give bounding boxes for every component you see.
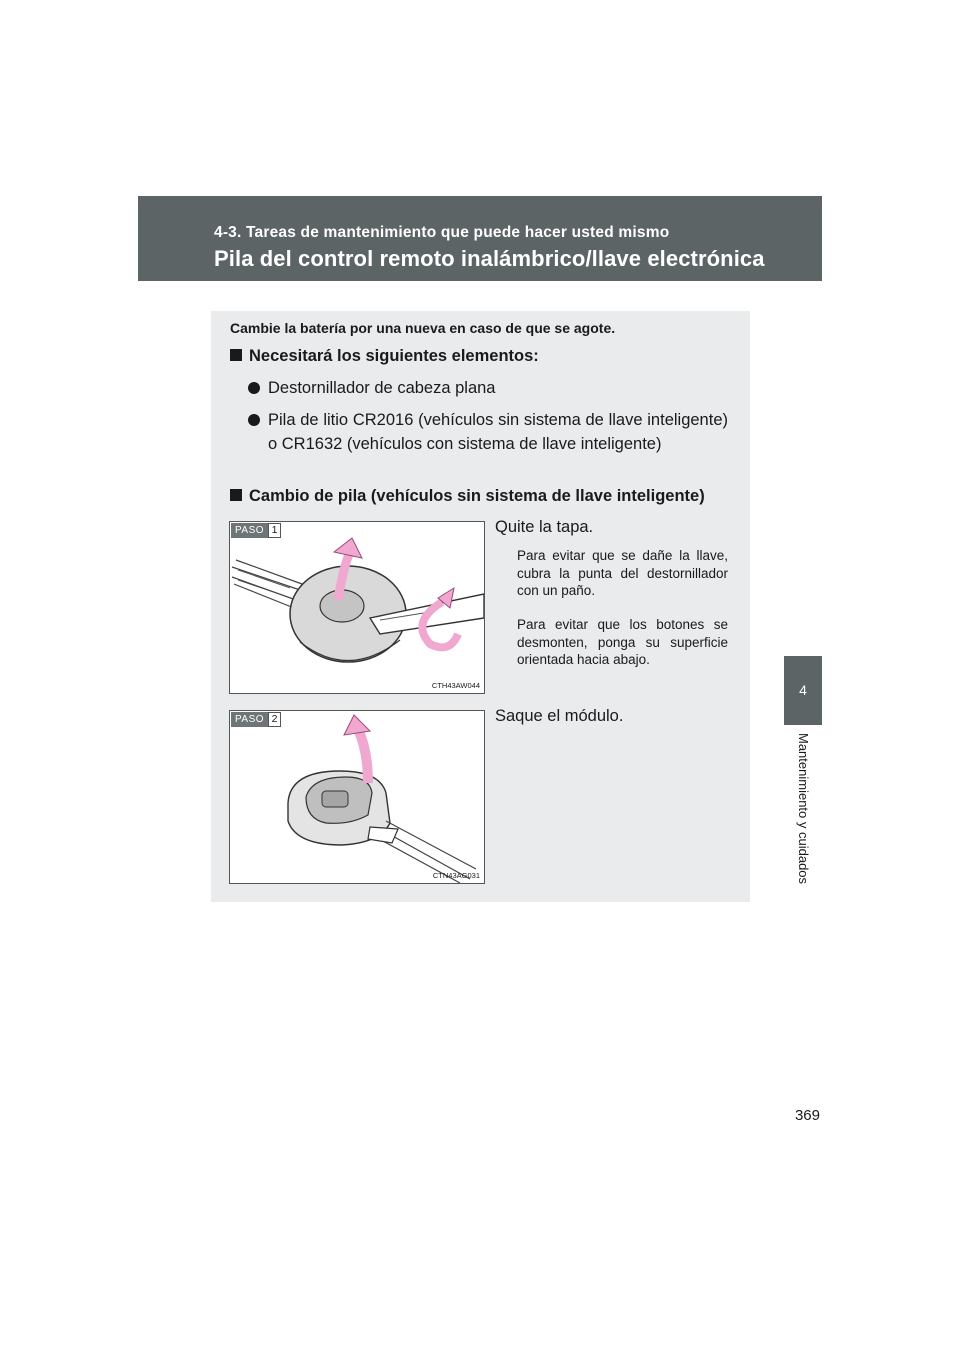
square-bullet-icon <box>230 489 242 501</box>
step-1-title: Quite la tapa. <box>495 518 594 536</box>
bullet-dot-icon <box>248 414 260 426</box>
section-subtitle: 4-3. Tareas de mantenimiento que puede hacer usted mismo <box>214 224 670 241</box>
step-badge: PASO 2 <box>231 712 281 727</box>
step-1-figure <box>229 521 485 694</box>
step-1-note: Para evitar que se dañe la llave, cubra la punta del destornillador con un paño. <box>517 548 728 598</box>
section-heading-battery: Cambio de pila (vehículos sin sistema de llave inteligente) <box>230 487 705 506</box>
square-bullet-icon <box>230 349 242 361</box>
section-header <box>138 196 822 281</box>
step-badge: PASO 1 <box>231 523 281 538</box>
page-number: 369 <box>794 1107 820 1124</box>
chapter-tab: 4 <box>784 656 822 725</box>
chapter-label: Mantenimiento y cuidados <box>796 733 811 885</box>
section-heading-items: Necesitará los siguientes elementos: <box>230 347 539 366</box>
list-item: Pila de litio CR2016 (vehículos sin sistema de llave inteligente) o CR1632 (vehículos con sistema de llave inteligente) <box>248 408 728 456</box>
bullet-dot-icon <box>248 382 260 394</box>
list-item: Destornillador de cabeza plana <box>248 376 728 400</box>
step-2-title: Saque el módulo. <box>495 707 624 725</box>
step-2-figure <box>229 710 485 884</box>
key-module-illustration <box>230 711 484 883</box>
figure-code: CTN43AG031 <box>432 871 480 880</box>
intro-text: Cambie la batería por una nueva en caso de que se agote. <box>230 320 616 336</box>
figure-code: CTH43AW044 <box>431 681 480 690</box>
page-title: Pila del control remoto inalámbrico/llave electrónica <box>214 246 765 271</box>
step-1-note: Para evitar que los botones se desmonten, ponga su superficie orientada hacia abajo. <box>517 617 728 667</box>
key-cover-illustration <box>230 522 484 693</box>
